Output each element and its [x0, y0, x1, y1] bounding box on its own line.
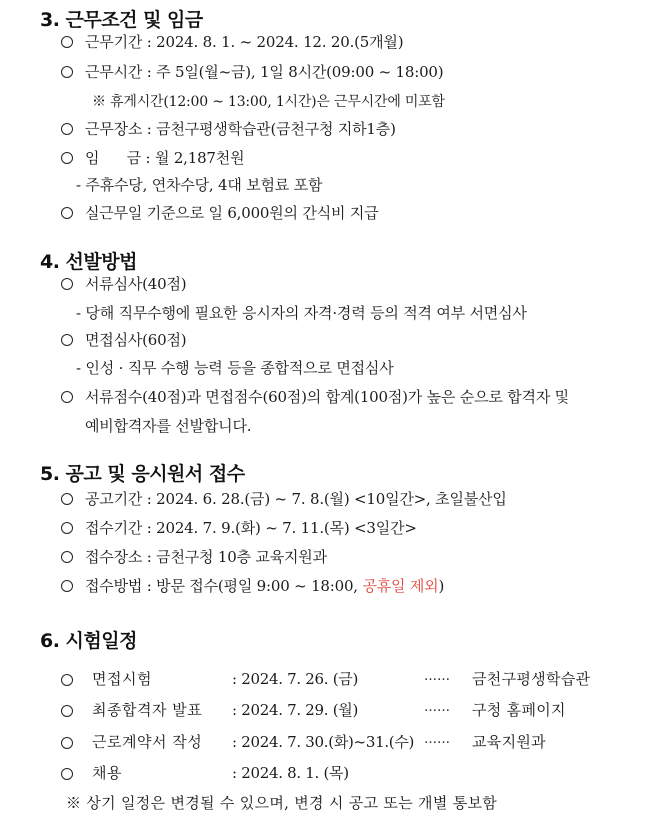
circle-bullet-icon — [61, 207, 73, 219]
schedule-date: : 2024. 7. 30.(화)~31.(수) — [232, 733, 415, 751]
schedule-date: : 2024. 7. 29. (월) — [232, 701, 359, 719]
selection-criteria-cont: 예비합격자를 선발합니다. — [85, 417, 252, 435]
schedule-leader-dots: …… — [424, 732, 450, 747]
schedule-place: 교육지원과 — [472, 733, 546, 751]
work-period: 근무기간 : 2024. 8. 1. ~ 2024. 12. 20.(5개월) — [85, 33, 404, 51]
section-3-heading: 3. 근무조건 및 임금 — [40, 9, 203, 31]
snack-allowance: 실근무일 기준으로 일 6,000원의 간식비 지급 — [85, 204, 379, 222]
schedule-leader-dots: …… — [424, 700, 450, 715]
circle-bullet-icon — [61, 334, 73, 346]
circle-bullet-icon — [61, 551, 73, 563]
schedule-date: : 2024. 7. 26. (금) — [232, 670, 359, 688]
circle-bullet-icon — [61, 768, 73, 780]
schedule-label: 면접시험 — [92, 670, 152, 688]
circle-bullet-icon — [61, 152, 73, 164]
circle-bullet-icon — [61, 391, 73, 403]
application-location: 접수장소 : 금천구청 10층 교육지원과 — [85, 548, 327, 566]
circle-bullet-icon — [61, 580, 73, 592]
circle-bullet-icon — [61, 36, 73, 48]
schedule-label: 채용 — [92, 764, 122, 782]
wage: 임 금 : 월 2,187천원 — [85, 149, 245, 167]
application-period: 접수기간 : 2024. 7. 9.(화) ~ 7. 11.(목) <3일간> — [85, 519, 417, 537]
schedule-leader-dots: …… — [424, 669, 450, 684]
circle-bullet-icon — [61, 737, 73, 749]
work-hours: 근무시간 : 주 5일(월~금), 1일 8시간(09:00 ~ 18:00) — [85, 63, 444, 81]
circle-bullet-icon — [61, 705, 73, 717]
schedule-place: 금천구평생학습관 — [472, 670, 591, 688]
interview-review-detail: - 인성 · 직무 수행 능력 등을 종합적으로 면접심사 — [76, 359, 394, 377]
wage-includes: - 주휴수당, 연차수당, 4대 보험료 포함 — [76, 176, 323, 194]
circle-bullet-icon — [61, 522, 73, 534]
document-review: 서류심사(40점) — [85, 275, 187, 293]
application-method-text: 접수방법 : 방문 접수(평일 9:00 ~ 18:00, — [85, 577, 363, 595]
schedule-label: 최종합격자 발표 — [92, 701, 203, 719]
section-4-heading: 4. 선발방법 — [40, 251, 137, 273]
application-method-close: ) — [438, 577, 445, 595]
circle-bullet-icon — [61, 123, 73, 135]
application-method — [85, 575, 444, 596]
selection-criteria: 서류점수(40점)과 면접점수(60점)의 합계(100점)가 높은 순으로 합격자 및 — [85, 388, 569, 406]
section-6-heading: 6. 시험일정 — [40, 630, 137, 652]
break-time-note: ※ 휴게시간(12:00 ~ 13:00, 1시간)은 근무시간에 미포함 — [92, 94, 445, 110]
circle-bullet-icon — [61, 278, 73, 290]
schedule-place: 구청 홈페이지 — [472, 701, 566, 719]
work-location: 근무장소 : 금천구평생학습관(금천구청 지하1층) — [85, 120, 396, 138]
schedule-footnote: ※ 상기 일정은 변경될 수 있으며, 변경 시 공고 또는 개별 통보함 — [66, 794, 498, 812]
circle-bullet-icon — [61, 66, 73, 78]
document-review-detail: - 당해 직무수행에 필요한 응시자의 자격·경력 등의 적격 여부 서면심사 — [76, 304, 527, 322]
holiday-excluded-highlight: 공휴일 제외 — [362, 577, 439, 595]
circle-bullet-icon — [61, 674, 73, 686]
interview-review: 면접심사(60점) — [85, 331, 187, 349]
circle-bullet-icon — [61, 493, 73, 505]
schedule-date: : 2024. 8. 1. (목) — [232, 764, 349, 782]
section-5-heading: 5. 공고 및 응시원서 접수 — [40, 463, 245, 485]
notice-period: 공고기간 : 2024. 6. 28.(금) ~ 7. 8.(월) <10일간>, 초일불산입 — [85, 490, 507, 508]
schedule-label: 근로계약서 작성 — [92, 733, 203, 751]
